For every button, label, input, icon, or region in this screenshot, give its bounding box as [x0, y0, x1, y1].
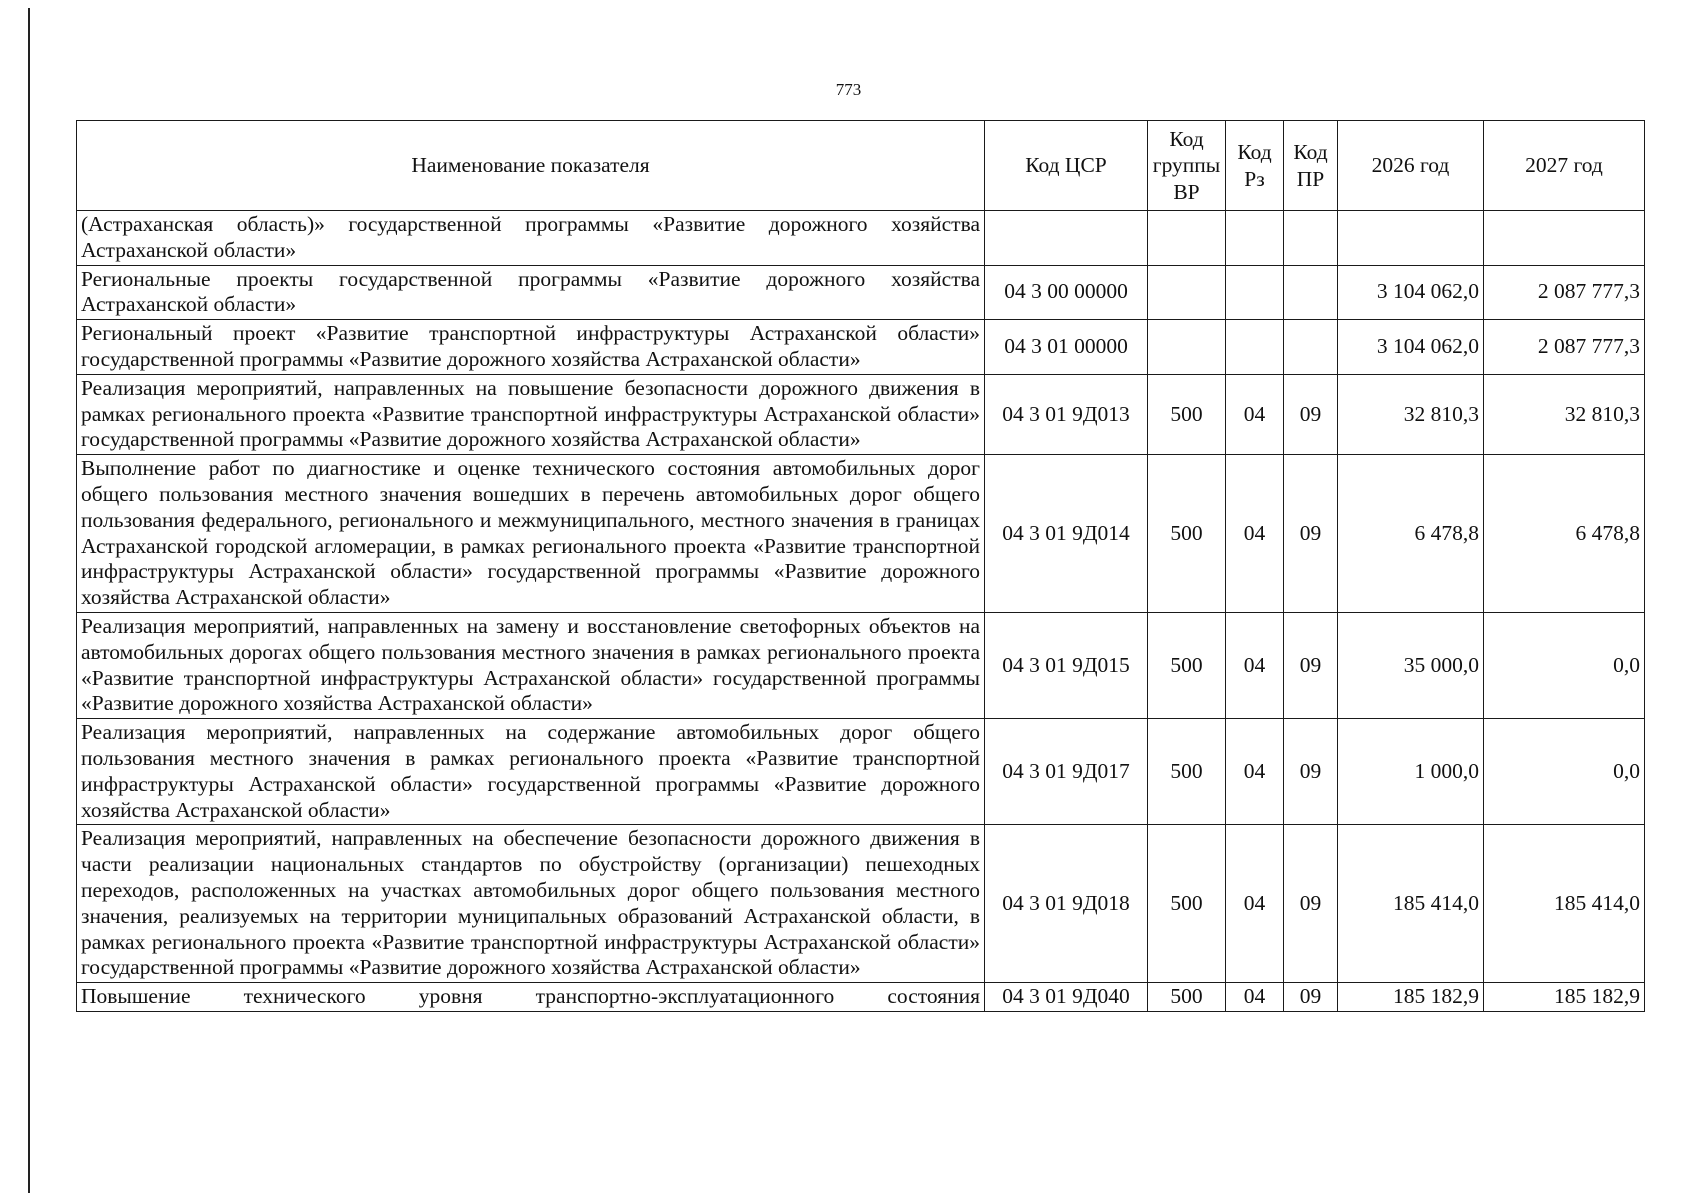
row-csr: 04 3 01 00000	[985, 320, 1148, 375]
header-vr: Код группы ВР	[1148, 121, 1226, 211]
table-row	[77, 983, 1645, 1012]
row-2026: 3 104 062,0	[1338, 265, 1484, 320]
row-vr	[1148, 211, 1226, 266]
row-vr: 500	[1148, 983, 1226, 1012]
table-row	[77, 211, 1645, 266]
row-csr: 04 3 01 9Д013	[985, 374, 1148, 454]
row-vr: 500	[1148, 612, 1226, 718]
row-csr: 04 3 01 9Д018	[985, 825, 1148, 983]
row-name: Региональный проект «Развитие транспортной инфраструктуры Астраханской области» государственной программы «Развитие дорожного хозяйства Астраханской области»	[77, 320, 985, 375]
table-header-row	[77, 121, 1645, 211]
row-rz: 04	[1226, 983, 1284, 1012]
row-2026: 1 000,0	[1338, 719, 1484, 825]
table-row	[77, 265, 1645, 320]
row-name: Реализация мероприятий, направленных на повышение безопасности дорожного движения в рамках регионального проекта «Развитие транспортной инфраструктуры Астраханской области» государственной программы «Развитие дорожного хозяйства Астраханской области»	[77, 374, 985, 454]
row-csr	[985, 211, 1148, 266]
table-row	[77, 455, 1645, 613]
row-vr	[1148, 265, 1226, 320]
row-pr: 09	[1284, 612, 1338, 718]
row-2026: 6 478,8	[1338, 455, 1484, 613]
row-2027	[1484, 211, 1645, 266]
row-csr: 04 3 00 00000	[985, 265, 1148, 320]
row-2027: 2 087 777,3	[1484, 320, 1645, 375]
table-row	[77, 320, 1645, 375]
row-pr	[1284, 265, 1338, 320]
left-margin-line	[28, 8, 30, 1193]
header-2027: 2027 год	[1484, 121, 1645, 211]
row-vr: 500	[1148, 825, 1226, 983]
table-row	[77, 719, 1645, 825]
budget-table	[76, 120, 1645, 1012]
row-csr: 04 3 01 9Д040	[985, 983, 1148, 1012]
row-rz: 04	[1226, 612, 1284, 718]
row-pr: 09	[1284, 825, 1338, 983]
row-2027: 2 087 777,3	[1484, 265, 1645, 320]
row-pr	[1284, 320, 1338, 375]
row-rz: 04	[1226, 719, 1284, 825]
row-pr	[1284, 211, 1338, 266]
header-2026: 2026 год	[1338, 121, 1484, 211]
row-2027: 32 810,3	[1484, 374, 1645, 454]
table-row	[77, 374, 1645, 454]
row-csr: 04 3 01 9Д014	[985, 455, 1148, 613]
row-rz: 04	[1226, 455, 1284, 613]
row-vr: 500	[1148, 374, 1226, 454]
header-csr: Код ЦСР	[985, 121, 1148, 211]
row-name: Повышение технического уровня транспортно-эксплуатационного состояния	[77, 983, 985, 1012]
row-2026: 32 810,3	[1338, 374, 1484, 454]
row-name: (Астраханская область)» государственной программы «Развитие дорожного хозяйства Астраханской области»	[77, 211, 985, 266]
row-csr: 04 3 01 9Д017	[985, 719, 1148, 825]
header-rz: Код Рз	[1226, 121, 1284, 211]
row-2026: 185 182,9	[1338, 983, 1484, 1012]
row-rz	[1226, 320, 1284, 375]
row-rz	[1226, 211, 1284, 266]
row-2027: 0,0	[1484, 612, 1645, 718]
row-pr: 09	[1284, 374, 1338, 454]
row-2027: 185 414,0	[1484, 825, 1645, 983]
row-rz: 04	[1226, 825, 1284, 983]
row-name: Реализация мероприятий, направленных на замену и восстановление светофорных объектов на автомобильных дорогах общего пользования местного значения в рамках регионального проекта «Развитие транспортной инфраструктуры Астраханской области» государственной программы «Развитие дорожного хозяйства Астраханской области»	[77, 612, 985, 718]
row-vr: 500	[1148, 719, 1226, 825]
row-name: Региональные проекты государственной программы «Развитие дорожного хозяйства Астраханской области»	[77, 265, 985, 320]
page-number: 773	[835, 80, 862, 99]
row-vr: 500	[1148, 455, 1226, 613]
row-2027: 185 182,9	[1484, 983, 1645, 1012]
row-pr: 09	[1284, 719, 1338, 825]
row-rz: 04	[1226, 374, 1284, 454]
row-2026	[1338, 211, 1484, 266]
row-rz	[1226, 265, 1284, 320]
row-pr: 09	[1284, 455, 1338, 613]
row-csr: 04 3 01 9Д015	[985, 612, 1148, 718]
row-2026: 35 000,0	[1338, 612, 1484, 718]
header-pr: Код ПР	[1284, 121, 1338, 211]
row-pr: 09	[1284, 983, 1338, 1012]
row-vr	[1148, 320, 1226, 375]
table-row	[77, 825, 1645, 983]
row-name: Реализация мероприятий, направленных на содержание автомобильных дорог общего пользования местного значения в рамках регионального проекта «Развитие транспортной инфраструктуры Астраханской области» государственной программы «Развитие дорожного хозяйства Астраханской области»	[77, 719, 985, 825]
header-name: Наименование показателя	[77, 121, 985, 211]
row-2026: 185 414,0	[1338, 825, 1484, 983]
row-2027: 0,0	[1484, 719, 1645, 825]
row-name: Реализация мероприятий, направленных на обеспечение безопасности дорожного движения в части реализации национальных стандартов по обустройству (организации) пешеходных переходов, расположенных на участках автомобильных дорог общего пользования местного значения, реализуемых на территории муниципальных образований Астраханской области, в рамках регионального проекта «Развитие транспортной инфраструктуры Астраханской области» государственной программы «Развитие дорожного хозяйства Астраханской области»	[77, 825, 985, 983]
row-2026: 3 104 062,0	[1338, 320, 1484, 375]
row-name: Выполнение работ по диагностике и оценке технического состояния автомобильных дорог общего пользования местного значения вошедших в перечень автомобильных дорог общего пользования федерального, регионального и межмуниципального, местного значения в границах Астраханской городской агломерации, в рамках регионального проекта «Развитие транспортной инфраструктуры Астраханской области» государственной программы «Развитие дорожного хозяйства Астраханской области»	[77, 455, 985, 613]
table-row	[77, 612, 1645, 718]
row-2027: 6 478,8	[1484, 455, 1645, 613]
